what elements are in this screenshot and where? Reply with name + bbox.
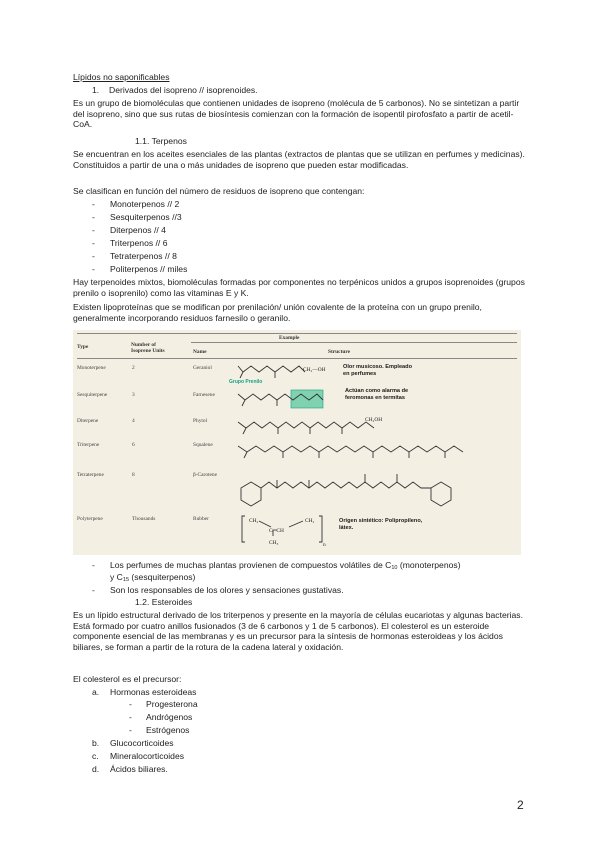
carotene-ring-left: [241, 482, 261, 506]
row-name: β-Carotene: [193, 472, 217, 478]
lipoproteins-paragraph: Existen lipoproteínas que se modifican por prenilación/ unión covalente de la proteína con un grupo prenilo, generalmente incorporando residuos farnesilo o geranilo.: [73, 302, 482, 323]
header-structure: Structure: [328, 349, 351, 355]
row-units: 6: [132, 442, 135, 448]
annotation-polyterpene: Origen sintético: Polipropileno, látex.: [339, 518, 423, 531]
bullet-dash: -: [92, 585, 95, 595]
bullet-dash: -: [129, 699, 132, 709]
bracket-right: [319, 516, 322, 542]
list-marker: b.: [92, 738, 100, 748]
section-heading: Lípidos no saponificables: [73, 72, 170, 82]
chem-label: C═CH: [269, 528, 284, 534]
section-title: Derivados del isopreno // isoprenoides.: [109, 85, 258, 95]
esteroides-paragraph: Es un lípido estructural derivado de los triterpenos y presente en la mayoría de células eucariotas y algunas bacterias. Está formado por cuatro anillos fusionados (3 de 6 carbonos y 1 de 5 carbonos). El colesterol es un esteroide componente esencial de las membranas y es un precursor para la síntesis de hormonas esteroideas y los ácidos biliares, se forman a partir de la rotura de la cadena lateral y oxidación.: [73, 610, 523, 652]
header-number: Number of Isoprene Units: [131, 342, 165, 354]
bullet-dash: -: [92, 199, 95, 209]
bullet-dash: -: [92, 560, 95, 570]
perfumes-line-2: y $C_{15}$ (sesquiterpenos): [110, 572, 196, 583]
list-subitem: Progesterona: [146, 699, 198, 709]
list-marker: c.: [92, 751, 99, 761]
list-subitem: Estrógenos: [146, 725, 190, 735]
perfumes-line: Los perfumes de muchas plantas provienen de compuestos volátiles de $C_{10}$ (monoterpenos): [110, 560, 461, 571]
carotene-chain: [261, 482, 431, 488]
bullet-dash: -: [92, 238, 95, 248]
intro-paragraph: Es un grupo de biomoléculas que contienen unidades de isopreno (molécula de 5 carbonos). No se sintetizan a partir del isopreno, sino que sus rutas de biosíntesis comienzan con la formación de isopentil pirofosfato a partir de acetil-CoA.: [73, 98, 520, 130]
precursor-line: El colesterol es el precursor:: [73, 674, 182, 684]
bullet-dash: -: [92, 264, 95, 274]
row-type: Polyterpene: [77, 516, 103, 522]
page-number: 2: [517, 798, 524, 812]
list-item: Glucocorticoides: [110, 738, 174, 748]
bullet-dash: -: [92, 225, 95, 235]
row-units: 2: [132, 365, 135, 371]
row-name: Farnesene: [193, 392, 215, 398]
list-item: Triterpenos // 6: [110, 238, 168, 248]
chem-label: CH₂OH: [365, 417, 383, 423]
header-name: Name: [193, 349, 207, 355]
row-name: Squalene: [193, 442, 213, 448]
row-type: Tetraterpene: [77, 472, 104, 478]
header-type: Type: [77, 344, 89, 350]
bullet-dash: -: [92, 212, 95, 222]
bullet-dash: -: [92, 251, 95, 261]
bond: [244, 452, 247, 458]
bond: [242, 400, 245, 406]
structure-drawings: [73, 330, 521, 555]
terpene-table-figure: [73, 330, 521, 555]
chem-label: CH₂: [305, 518, 315, 524]
geraniol-chain: [238, 366, 305, 372]
row-units: 4: [132, 418, 135, 424]
list-item: Politerpenos // miles: [110, 264, 188, 274]
list-item: Diterpenos // 4: [110, 225, 166, 235]
bullet-dash: -: [129, 725, 132, 735]
bond: [243, 428, 246, 434]
header-example: Example: [279, 335, 300, 341]
phytol-chain: [238, 422, 374, 428]
list-item: Tetraterpenos // 8: [110, 251, 177, 261]
chem-label: CH₃: [269, 540, 279, 546]
row-units: 3: [132, 392, 135, 398]
row-type: Monoterpene: [77, 365, 106, 371]
row-units: 8: [132, 472, 135, 478]
chem-label: CH₂—OH: [303, 367, 326, 373]
terpenos-classify: Se clasifican en función del número de residuos de isopreno que contengan:: [73, 186, 365, 196]
bond: [240, 372, 243, 378]
annotation-monoterpene: Olor musicoso. Empleado en perfumes: [343, 364, 413, 377]
list-item: Mineralocorticoides: [110, 751, 185, 761]
bullet-dash: -: [129, 712, 132, 722]
bond: [289, 521, 303, 527]
section-number: 1.: [92, 85, 100, 95]
list-marker: a.: [92, 687, 100, 697]
list-item: Hormonas esteroideas: [110, 687, 197, 697]
chem-label: CH₂: [249, 518, 259, 524]
row-type: Triterpene: [77, 442, 100, 448]
chem-label: n: [323, 542, 326, 548]
mixtos-paragraph: Hay terpenoides mixtos, biomoléculas formadas por componentes no terpénicos unidos a grupos isoprenoides (grupos prenilo o isoprenilo) como las vitaminas E y K.: [73, 277, 525, 298]
subsection-esteroides: 1.2. Esteroides: [135, 597, 193, 607]
squalene-chain: [238, 446, 463, 452]
list-item: Sesquiterpenos //3: [110, 212, 182, 222]
list-marker: d.: [92, 764, 100, 774]
bond: [259, 521, 271, 527]
row-units: Thousands: [132, 516, 156, 522]
terpenos-paragraph: Se encuentran en los aceites esenciales de las plantas (extractos de plantas que se utilizan en perfumes y medicinas). Constituidos a partir de una o más unidades de isopreno que pueden estar modificadas.: [73, 149, 525, 170]
olores-line: Son los responsables de los olores y sensaciones gustativas.: [110, 585, 344, 595]
subsection-terpenos: 1.1. Terpenos: [135, 136, 187, 146]
row-type: Sesquiterpene: [77, 392, 108, 398]
bracket-left: [242, 516, 245, 542]
list-subitem: Andrógenos: [146, 712, 193, 722]
prenyl-group-label: Grupo Prenilo: [229, 379, 263, 385]
list-item: Monoterpenos // 2: [110, 199, 180, 209]
annotation-sesquiterpene: Actúan como alarma de feromonas en termitas: [345, 388, 409, 401]
carotene-ring-right: [431, 482, 451, 506]
row-name: Geraniol: [193, 365, 212, 371]
row-name: Rubber: [193, 516, 209, 522]
row-name: Phytol: [193, 418, 208, 424]
list-item: Ácidos biliares.: [110, 764, 168, 774]
row-type: Diterpene: [77, 418, 99, 424]
